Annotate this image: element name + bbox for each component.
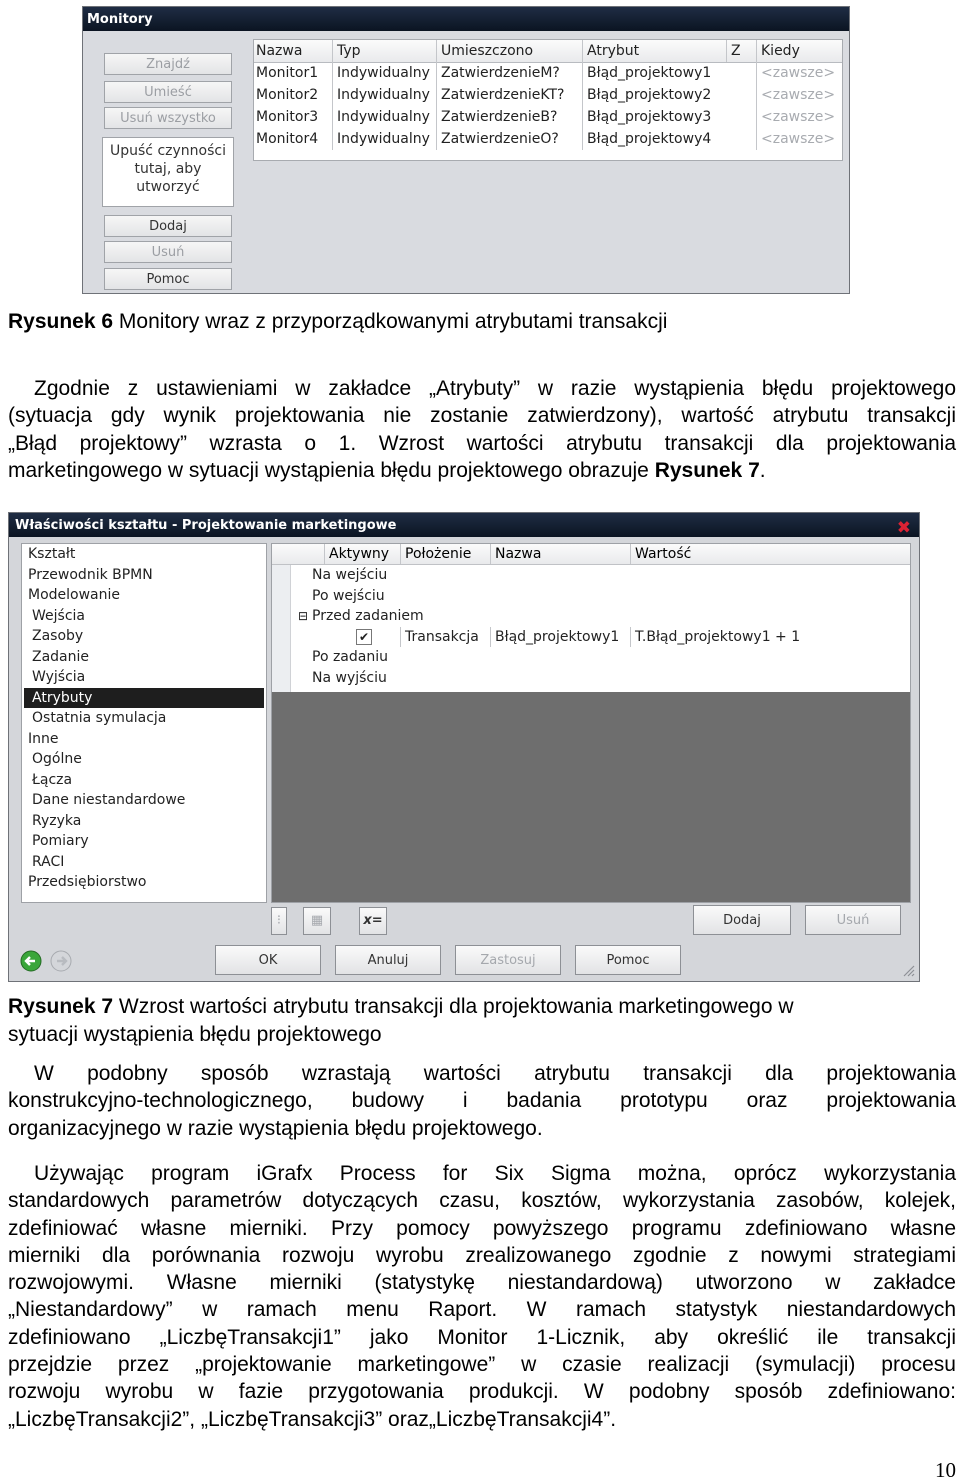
page-number: 10 <box>935 1458 956 1482</box>
nav-item[interactable]: Ryzyka <box>32 812 82 829</box>
nav-item[interactable]: Kształt <box>28 546 76 562</box>
table-cell: ZatwierdzenieM? <box>436 62 560 84</box>
tree-row[interactable] <box>272 606 910 626</box>
delete-button[interactable]: Usuń <box>104 241 232 263</box>
remove-all-button[interactable]: Usuń wszystko <box>104 107 232 129</box>
table-cell: <zawsze> <box>756 62 835 84</box>
table-cell: Indywidualny <box>332 128 430 150</box>
active-checkbox-icon[interactable]: ✔ <box>356 629 372 645</box>
figure-6-caption <box>8 308 952 336</box>
table-cell: Indywidualny <box>332 62 430 84</box>
drop-hint-line: utworzyć <box>136 179 200 195</box>
column-header[interactable]: Nazwa <box>256 43 303 59</box>
table-cell: Błąd_projektowy3 <box>582 106 711 128</box>
nav-item[interactable]: Łącza <box>32 771 73 788</box>
add-button[interactable]: Dodaj <box>104 215 232 237</box>
forward-arrow-icon[interactable] <box>51 951 71 971</box>
spin-icon[interactable]: ⁝ <box>271 907 287 935</box>
text-line: przejdzie przez „projektowanie marketingowe” w czasie realizacji (symulacji) procesu <box>8 1353 956 1377</box>
resize-grip-icon[interactable] <box>901 963 915 977</box>
nav-item[interactable]: Pomiary <box>32 833 89 849</box>
table-cell: Monitor1 <box>256 65 319 81</box>
nav-item[interactable]: Ostatnia symulacja <box>32 710 167 726</box>
caption-text: Monitory wraz z przyporządkowanymi atrybutami transakcji <box>113 310 668 333</box>
value-cell: T.Błąd_projektowy1 + 1 <box>630 627 800 647</box>
table-cell: <zawsze> <box>756 128 835 150</box>
grid-header <box>272 544 910 565</box>
nav-item[interactable]: Przewodnik BPMN <box>28 566 153 583</box>
table-row[interactable] <box>254 106 842 128</box>
nav-item[interactable]: Dane niestandardowe <box>32 792 186 808</box>
table-cell: Monitor2 <box>256 87 319 103</box>
dialog-title-bar <box>9 513 919 537</box>
add-attribute-button[interactable]: Dodaj <box>693 905 791 935</box>
paragraph-2 <box>8 1060 956 1142</box>
nav-item-selected[interactable]: Atrybuty <box>24 688 264 708</box>
nav-item[interactable]: Zadanie <box>32 648 90 665</box>
drop-activities-area[interactable] <box>102 137 234 207</box>
cancel-button[interactable]: Anuluj <box>335 945 441 975</box>
figure-reference: Rysunek 7 <box>654 458 760 482</box>
table-cell: ZatwierdzenieB? <box>436 106 557 128</box>
tree-row[interactable] <box>272 668 910 688</box>
figure-7-caption <box>8 993 952 1049</box>
text-line: zdefiniować własne mierniki. Przy pomocy powyższego programu zdefiniowano własne <box>8 1216 956 1240</box>
tree-row[interactable] <box>272 647 910 667</box>
tree-label: Na wejściu <box>312 567 388 583</box>
column-header[interactable]: Nazwa <box>490 544 541 564</box>
table-cell: Błąd_projektowy4 <box>582 128 711 150</box>
properties-nav-list <box>21 543 267 903</box>
attributes-panel <box>271 543 911 903</box>
find-button[interactable]: Znajdź <box>104 53 232 75</box>
caption-line <box>8 993 952 1021</box>
table-cell: Błąd_projektowy2 <box>582 84 711 106</box>
figure-6-monitors-window <box>82 6 850 294</box>
table-cell: ZatwierdzenieKT? <box>436 84 564 106</box>
help-button[interactable]: Pomoc <box>575 945 681 975</box>
nav-item[interactable]: Wejścia <box>32 607 85 624</box>
navigation-arrows <box>19 949 79 973</box>
column-header[interactable]: Wartość <box>630 544 691 564</box>
monitor-action-panel <box>98 45 238 289</box>
table-cell: <zawsze> <box>756 84 835 106</box>
column-header[interactable]: Aktywny <box>324 544 389 564</box>
text-line: „Niestandardowy” w ramach menu Raport. W ramach statystyk niestandardowych <box>8 1298 956 1322</box>
text-line: standardowych parametrów dotyczących czasu, kosztów, wykorzystania zasobów, kolejek, <box>8 1189 956 1213</box>
text-line: Używając program iGrafx Process for Six Sigma można, oprócz wykorzystania <box>34 1162 956 1185</box>
table-cell: ZatwierdzenieO? <box>436 128 559 150</box>
figure-7-shape-properties-dialog <box>8 512 920 982</box>
drop-hint-line: Upuść czynności <box>110 143 226 159</box>
column-header[interactable]: Atrybut <box>582 40 639 62</box>
tree-row[interactable] <box>272 565 910 585</box>
nav-item[interactable]: Modelowanie <box>28 587 121 603</box>
nav-item[interactable]: Ogólne <box>32 751 82 767</box>
table-cell: Indywidualny <box>332 106 430 128</box>
text-line: organizacyjnego w razie wystąpienia błędu projektowego. <box>8 1116 543 1140</box>
attributes-grid <box>272 544 910 692</box>
help-button[interactable]: Pomoc <box>104 268 232 290</box>
remove-attribute-button[interactable]: Usuń <box>805 905 901 935</box>
text-fragment: . <box>759 458 766 482</box>
collapse-icon[interactable]: ⊟ <box>298 609 309 623</box>
column-header[interactable]: Umieszczono <box>436 40 533 62</box>
table-cell: Błąd_projektowy1 <box>582 62 711 84</box>
table-row[interactable] <box>254 84 842 106</box>
text-line: konstrukcyjno-technologicznego, budowy i badania prototypu oraz projektowania <box>8 1089 956 1113</box>
column-header[interactable]: Położenie <box>400 544 471 564</box>
paragraph-1 <box>8 375 956 484</box>
tree-label: Po zadaniu <box>312 649 388 665</box>
column-header[interactable]: Typ <box>332 40 361 62</box>
text-line: (sytuacja gdy wynik projektowania nie zostanie zatwierdzony), wartość atrybutu transakcji <box>8 404 956 428</box>
tree-label: Po wejściu <box>312 587 385 604</box>
drop-hint-line: tutaj, aby <box>134 161 202 177</box>
calculator-icon[interactable]: ▦ <box>303 907 331 935</box>
location-cell: Transakcja <box>400 627 479 647</box>
caption-line: sytuacji wystąpienia błędu projektowego <box>8 1023 382 1046</box>
tree-label: Przed zadaniem <box>312 608 424 624</box>
text-line: Zgodnie z ustawieniami w zakładce „Atrybuty” w razie wystąpienia błędu projektowego <box>34 377 956 400</box>
text-line: W podobny sposób wzrastają wartości atrybutu transakcji dla projektowania <box>34 1062 956 1085</box>
place-button[interactable]: Umieść <box>104 81 232 103</box>
text-line: rozwojowymi. Własne mierniki (statystykę niestandardową) utworzono w zakładce <box>8 1271 956 1295</box>
table-cell: Monitor4 <box>256 131 319 147</box>
table-cell: Monitor3 <box>256 109 319 125</box>
text-line <box>8 457 956 484</box>
nav-item[interactable]: RACI <box>32 853 65 870</box>
caption-label: Rysunek 6 <box>8 310 114 333</box>
paragraph-3 <box>8 1160 956 1433</box>
apply-button[interactable]: Zastosuj <box>455 945 561 975</box>
dialog-title: Właściwości kształtu - Projektowanie marketingowe <box>15 518 397 533</box>
text-line: „LiczbęTransakcji2”, „LiczbęTransakcji3” oraz„LiczbęTransakcji4”. <box>8 1407 617 1431</box>
caption-text: Wzrost wartości atrybutu transakcji dla projektowania marketingowego w <box>113 995 794 1018</box>
column-header[interactable]: Kiedy <box>756 40 800 62</box>
table-header <box>254 40 842 63</box>
close-icon[interactable]: ✖ <box>896 518 911 538</box>
back-arrow-icon[interactable] <box>21 951 41 971</box>
tree-row[interactable] <box>272 586 910 606</box>
attribute-row[interactable] <box>272 627 910 647</box>
tree-label: Na wyjściu <box>312 669 387 686</box>
nav-item[interactable]: Przedsiębiorstwo <box>28 874 147 890</box>
table-row[interactable] <box>254 62 842 84</box>
text-line: mierniki dla porównania rozwoju wyrobu zrealizowanego zgodnie z nowymi strategiami <box>8 1243 956 1267</box>
ok-button[interactable]: OK <box>215 945 321 975</box>
monitors-table <box>253 39 843 161</box>
expression-button[interactable]: x= <box>359 907 387 935</box>
table-cell: Indywidualny <box>332 84 430 106</box>
text-line: „Błąd projektowy” wzrasta o 1. Wzrost wartości atrybutu transakcji dla projektowania <box>8 431 956 455</box>
table-row[interactable] <box>254 128 842 150</box>
window-title-bar: Monitory <box>83 7 849 31</box>
text-line: rozwoju wyrobu w fazie przygotowania produkcji. W podobny sposób zdefiniowano: <box>8 1380 956 1404</box>
table-cell: <zawsze> <box>756 106 835 128</box>
nav-item[interactable]: Inne <box>28 730 59 747</box>
column-header[interactable]: Z <box>726 40 741 62</box>
name-cell: Błąd_projektowy1 <box>490 627 619 647</box>
nav-item[interactable]: Wyjścia <box>32 669 86 685</box>
text-line: zdefiniowano „LiczbęTransakcji1” jako Monitor 1-Licznik, aby określić ile transakcji <box>8 1325 956 1349</box>
text-fragment: marketingowego w sytuacji wystąpienia błędu projektowego obrazuje <box>8 458 655 482</box>
nav-item[interactable]: Zasoby <box>32 628 84 644</box>
caption-label: Rysunek 7 <box>8 995 114 1018</box>
